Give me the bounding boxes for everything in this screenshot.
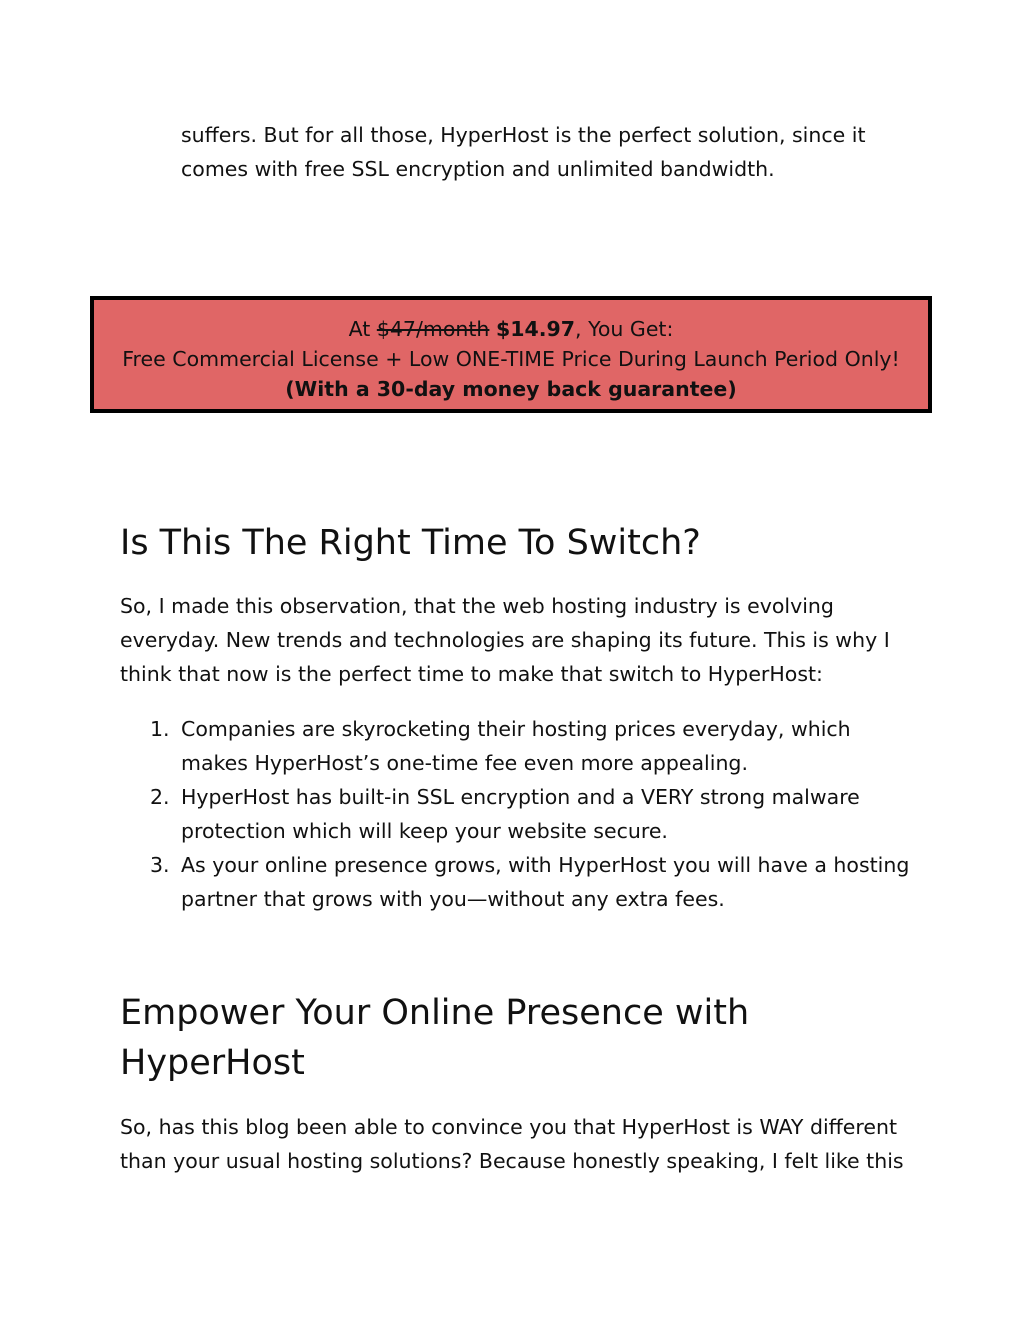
reasons-list (120, 712, 910, 916)
offer-new-price: $14.97 (495, 317, 576, 341)
list-item-number: 2. (150, 785, 170, 809)
empower-paragraph: So, has this blog been able to convince you that HyperHost is WAY different than your usual hosting solutions? Because honestly speaking, I felt like this (120, 1115, 904, 1173)
list-item-number: 1. (150, 717, 170, 741)
offer-guarantee-line: (With a 30-day money back guarantee) (285, 377, 737, 401)
list-item-text: As your online presence grows, with HyperHost you will have a hosting partner that grows with you—without any extra fees. (181, 853, 910, 911)
list-item (120, 780, 910, 848)
list-item (120, 848, 910, 916)
offer-suffix: , You Get: (575, 317, 674, 341)
switch-paragraph: So, I made this observation, that the web hosting industry is evolving everyday. New trends and technologies are shaping its future. This is why I think that now is the perfect time to make that switch to HyperHost: (120, 594, 890, 686)
offer-old-price: $47/month (376, 317, 490, 341)
list-item-text: Companies are skyrocketing their hosting prices everyday, which makes HyperHost’s one-time fee even more appealing. (181, 717, 851, 775)
offer-box (90, 296, 932, 413)
list-item (120, 712, 910, 780)
intro-paragraph: suffers. But for all those, HyperHost is the perfect solution, since it comes with free SSL encryption and unlimited bandwidth. (181, 123, 866, 181)
list-item-text: HyperHost has built-in SSL encryption and a VERY strong malware protection which will keep your website secure. (181, 785, 860, 843)
offer-price-line (94, 314, 928, 344)
list-item-number: 3. (150, 853, 170, 877)
offer-license-line: Free Commercial License + Low ONE-TIME Price During Launch Period Only! (122, 347, 900, 371)
section-heading-empower: Empower Your Online Presence with HyperHost (120, 993, 750, 1083)
offer-prefix: At (348, 317, 377, 341)
section-heading-switch: Is This The Right Time To Switch? (120, 523, 701, 563)
